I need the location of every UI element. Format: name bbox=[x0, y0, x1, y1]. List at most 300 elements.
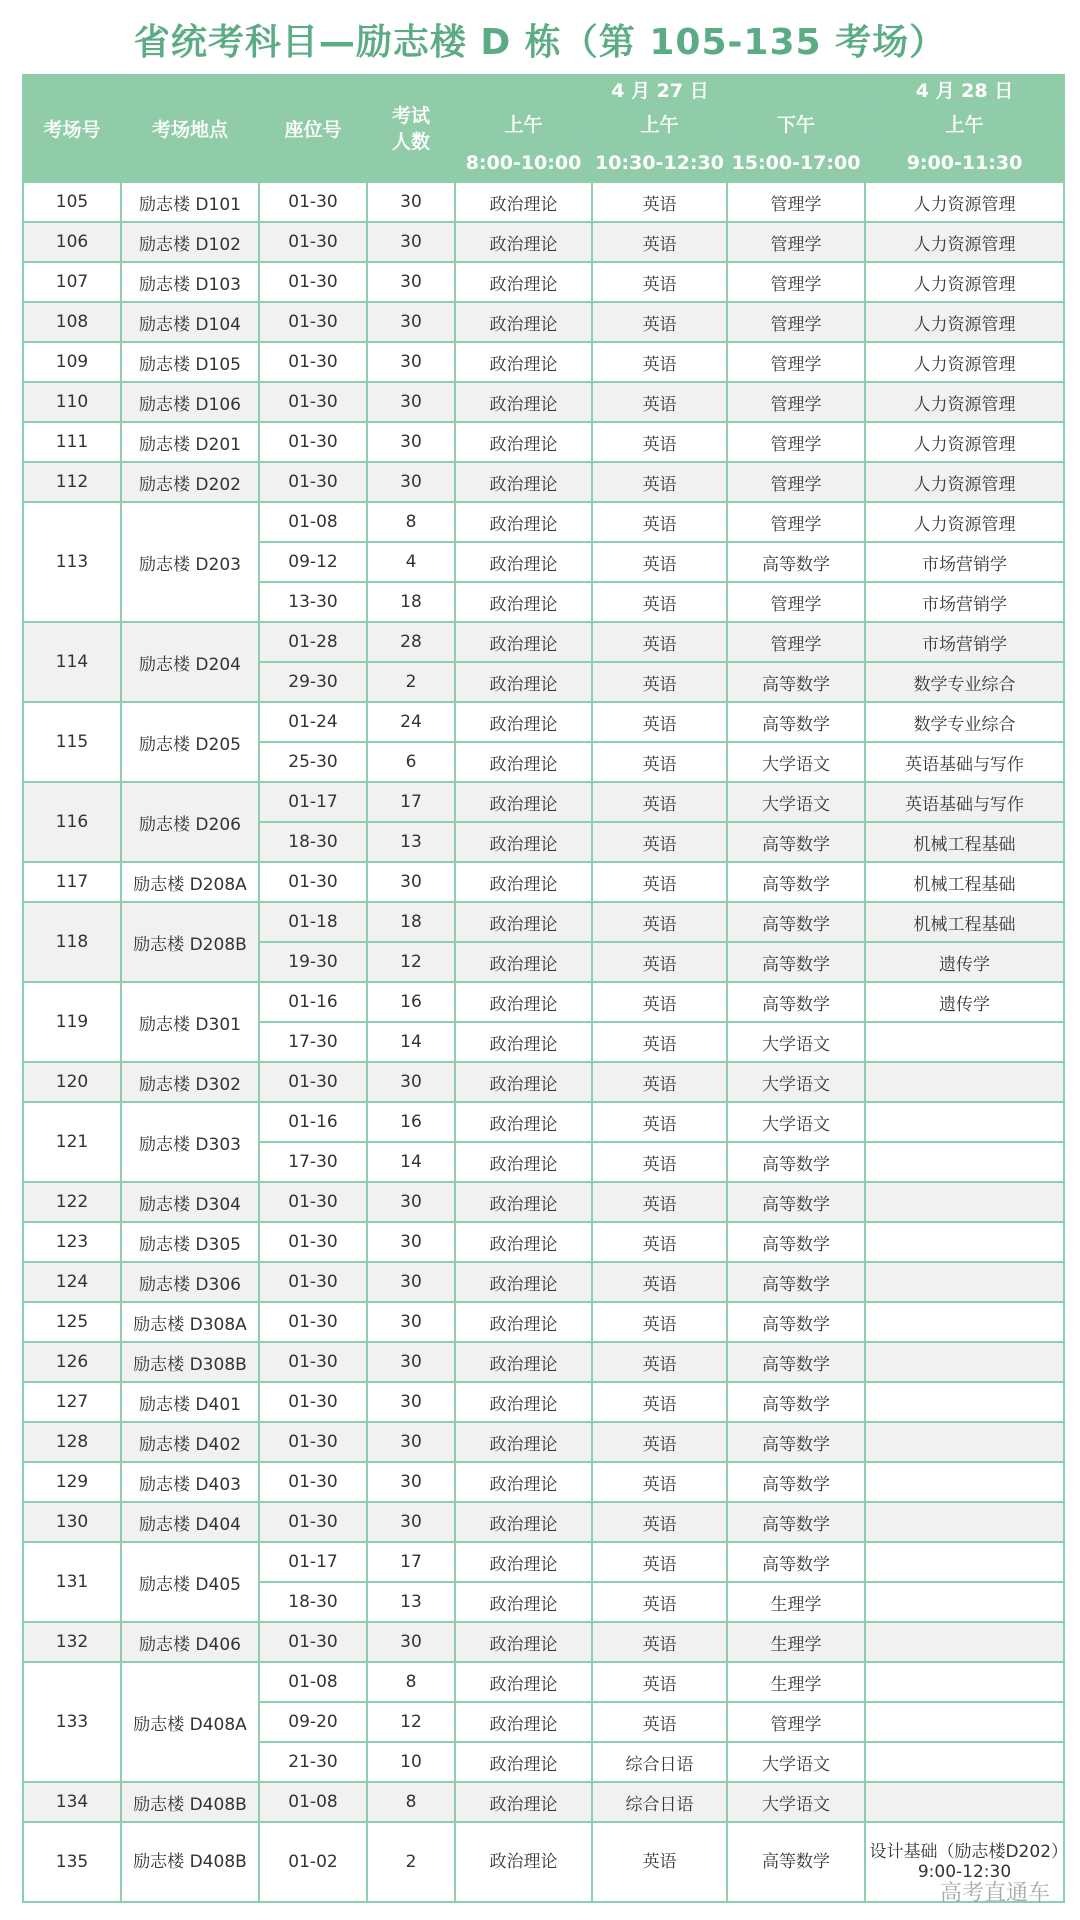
subject-0427-am1: 政治理论 bbox=[455, 1662, 592, 1702]
subject-0427-am1: 政治理论 bbox=[455, 262, 592, 302]
subject-0427-am2: 英语 bbox=[592, 1302, 727, 1342]
exam-count: 30 bbox=[367, 1262, 455, 1302]
seat-range: 09-12 bbox=[259, 542, 367, 582]
room-no: 130 bbox=[23, 1502, 121, 1542]
seat-range: 01-28 bbox=[259, 622, 367, 662]
subject-0427-pm: 管理学 bbox=[727, 302, 865, 342]
seat-range: 01-30 bbox=[259, 1262, 367, 1302]
room-no: 116 bbox=[23, 782, 121, 862]
subject-0427-pm: 管理学 bbox=[727, 582, 865, 622]
subject-0428-am: 英语基础与写作 bbox=[865, 742, 1064, 782]
subject-0428-am bbox=[865, 1462, 1064, 1502]
exam-count: 30 bbox=[367, 1342, 455, 1382]
room-no: 106 bbox=[23, 222, 121, 262]
subject-0428-am: 人力资源管理 bbox=[865, 502, 1064, 542]
subject-0427-am1: 政治理论 bbox=[455, 1782, 592, 1822]
room-no: 107 bbox=[23, 262, 121, 302]
subject-0428-am bbox=[865, 1662, 1064, 1702]
subject-0428-am bbox=[865, 1582, 1064, 1622]
subject-0427-pm: 大学语文 bbox=[727, 1742, 865, 1782]
exam-count: 13 bbox=[367, 822, 455, 862]
room-location: 励志楼 D104 bbox=[121, 302, 259, 342]
subject-0427-pm: 生理学 bbox=[727, 1582, 865, 1622]
subject-0427-pm: 高等数学 bbox=[727, 982, 865, 1022]
subject-0428-am bbox=[865, 1622, 1064, 1662]
seat-range: 01-30 bbox=[259, 1382, 367, 1422]
header-period: 上午 bbox=[865, 104, 1064, 143]
table-row bbox=[23, 422, 1064, 462]
subject-0427-am1: 政治理论 bbox=[455, 1102, 592, 1142]
subject-0427-am2: 英语 bbox=[592, 1382, 727, 1422]
subject-0427-am2: 英语 bbox=[592, 1102, 727, 1142]
subject-0427-am1: 政治理论 bbox=[455, 622, 592, 662]
subject-0427-am1: 政治理论 bbox=[455, 702, 592, 742]
seat-range: 01-30 bbox=[259, 1182, 367, 1222]
subject-0428-am bbox=[865, 1182, 1064, 1222]
subject-0427-am1: 政治理论 bbox=[455, 862, 592, 902]
header-location: 考场地点 bbox=[121, 75, 259, 182]
table-row bbox=[23, 342, 1064, 382]
exam-count: 30 bbox=[367, 342, 455, 382]
room-location: 励志楼 D105 bbox=[121, 342, 259, 382]
subject-0427-am1: 政治理论 bbox=[455, 782, 592, 822]
room-location: 励志楼 D201 bbox=[121, 422, 259, 462]
table-row bbox=[23, 1262, 1064, 1302]
subject-0427-am1: 政治理论 bbox=[455, 1542, 592, 1582]
exam-count: 12 bbox=[367, 1702, 455, 1742]
subject-0427-am2: 英语 bbox=[592, 182, 727, 222]
exam-count: 30 bbox=[367, 222, 455, 262]
room-no: 121 bbox=[23, 1102, 121, 1182]
exam-count: 2 bbox=[367, 662, 455, 702]
exam-count: 8 bbox=[367, 1662, 455, 1702]
subject-0427-am2: 英语 bbox=[592, 782, 727, 822]
room-no: 110 bbox=[23, 382, 121, 422]
exam-count: 17 bbox=[367, 1542, 455, 1582]
subject-0427-pm: 高等数学 bbox=[727, 902, 865, 942]
subject-0428-am: 人力资源管理 bbox=[865, 222, 1064, 262]
seat-range: 01-24 bbox=[259, 702, 367, 742]
exam-count: 14 bbox=[367, 1022, 455, 1062]
subject-0427-pm: 大学语文 bbox=[727, 1782, 865, 1822]
exam-count: 30 bbox=[367, 462, 455, 502]
seat-range: 09-20 bbox=[259, 1702, 367, 1742]
subject-0427-pm: 生理学 bbox=[727, 1662, 865, 1702]
room-location: 励志楼 D302 bbox=[121, 1062, 259, 1102]
seat-range: 01-30 bbox=[259, 1462, 367, 1502]
subject-0427-pm: 高等数学 bbox=[727, 862, 865, 902]
exam-count: 18 bbox=[367, 582, 455, 622]
table-row bbox=[23, 1302, 1064, 1342]
table-row bbox=[23, 182, 1064, 222]
subject-0427-pm: 管理学 bbox=[727, 222, 865, 262]
subject-0427-am1: 政治理论 bbox=[455, 1622, 592, 1662]
table-row bbox=[23, 1662, 1064, 1702]
table-row bbox=[23, 1182, 1064, 1222]
exam-count: 30 bbox=[367, 1622, 455, 1662]
exam-count: 30 bbox=[367, 1222, 455, 1262]
exam-schedule-table bbox=[22, 74, 1065, 1903]
room-no: 134 bbox=[23, 1782, 121, 1822]
exam-count: 30 bbox=[367, 1382, 455, 1422]
exam-count: 30 bbox=[367, 862, 455, 902]
seat-range: 01-17 bbox=[259, 782, 367, 822]
table-row bbox=[23, 1502, 1064, 1542]
subject-0427-am1: 政治理论 bbox=[455, 1342, 592, 1382]
subject-0428-am: 人力资源管理 bbox=[865, 422, 1064, 462]
subject-0427-pm: 管理学 bbox=[727, 502, 865, 542]
room-no: 118 bbox=[23, 902, 121, 982]
room-location: 励志楼 D202 bbox=[121, 462, 259, 502]
exam-count: 16 bbox=[367, 1102, 455, 1142]
subject-0428-am bbox=[865, 1422, 1064, 1462]
room-location: 励志楼 D403 bbox=[121, 1462, 259, 1502]
room-location: 励志楼 D206 bbox=[121, 782, 259, 862]
table-row bbox=[23, 382, 1064, 422]
subject-0427-pm: 大学语文 bbox=[727, 742, 865, 782]
subject-0427-am2: 英语 bbox=[592, 382, 727, 422]
subject-0427-pm: 高等数学 bbox=[727, 1542, 865, 1582]
subject-0427-am1: 政治理论 bbox=[455, 902, 592, 942]
seat-range: 01-08 bbox=[259, 1782, 367, 1822]
table-row bbox=[23, 222, 1064, 262]
seat-range: 01-30 bbox=[259, 382, 367, 422]
table-row bbox=[23, 1462, 1064, 1502]
subject-0427-am2: 英语 bbox=[592, 822, 727, 862]
seat-range: 13-30 bbox=[259, 582, 367, 622]
subject-0427-pm: 管理学 bbox=[727, 622, 865, 662]
subject-0427-am1: 政治理论 bbox=[455, 1142, 592, 1182]
subject-0428-am: 遗传学 bbox=[865, 982, 1064, 1022]
subject-0427-pm: 大学语文 bbox=[727, 1022, 865, 1062]
subject-0428-am bbox=[865, 1342, 1064, 1382]
subject-0427-am2: 英语 bbox=[592, 702, 727, 742]
subject-0428-am bbox=[865, 1262, 1064, 1302]
table-row bbox=[23, 622, 1064, 662]
subject-0427-pm: 管理学 bbox=[727, 422, 865, 462]
table-row bbox=[23, 1222, 1064, 1262]
exam-count: 17 bbox=[367, 782, 455, 822]
room-no: 127 bbox=[23, 1382, 121, 1422]
room-location: 励志楼 D402 bbox=[121, 1422, 259, 1462]
subject-0427-am2: 综合日语 bbox=[592, 1742, 727, 1782]
header-seat-no: 座位号 bbox=[259, 75, 367, 182]
subject-0427-am2: 英语 bbox=[592, 1062, 727, 1102]
subject-0427-am1: 政治理论 bbox=[455, 1502, 592, 1542]
subject-0427-pm: 管理学 bbox=[727, 1702, 865, 1742]
subject-0427-am2: 英语 bbox=[592, 1342, 727, 1382]
subject-0427-am2: 英语 bbox=[592, 502, 727, 542]
subject-0427-pm: 高等数学 bbox=[727, 942, 865, 982]
subject-0428-am bbox=[865, 1502, 1064, 1542]
subject-0428-am: 市场营销学 bbox=[865, 622, 1064, 662]
subject-0427-am2: 英语 bbox=[592, 1822, 727, 1902]
room-no: 126 bbox=[23, 1342, 121, 1382]
seat-range: 01-30 bbox=[259, 1502, 367, 1542]
subject-0428-am bbox=[865, 1102, 1064, 1142]
subject-0427-am2: 英语 bbox=[592, 742, 727, 782]
room-location: 励志楼 D408A bbox=[121, 1662, 259, 1782]
subject-0427-am1: 政治理论 bbox=[455, 1022, 592, 1062]
seat-range: 01-30 bbox=[259, 1422, 367, 1462]
subject-0427-am1: 政治理论 bbox=[455, 822, 592, 862]
seat-range: 01-08 bbox=[259, 1662, 367, 1702]
subject-0428-am bbox=[865, 1062, 1064, 1102]
subject-0428-am: 人力资源管理 bbox=[865, 342, 1064, 382]
subject-0427-pm: 大学语文 bbox=[727, 1062, 865, 1102]
room-no: 113 bbox=[23, 502, 121, 622]
room-no: 123 bbox=[23, 1222, 121, 1262]
seat-range: 01-30 bbox=[259, 182, 367, 222]
subject-0427-am1: 政治理论 bbox=[455, 182, 592, 222]
exam-count: 16 bbox=[367, 982, 455, 1022]
table-body bbox=[23, 182, 1064, 1902]
room-location: 励志楼 D203 bbox=[121, 502, 259, 622]
room-no: 119 bbox=[23, 982, 121, 1062]
room-location: 励志楼 D405 bbox=[121, 1542, 259, 1622]
exam-count: 18 bbox=[367, 902, 455, 942]
room-location: 励志楼 D301 bbox=[121, 982, 259, 1062]
subject-0427-am1: 政治理论 bbox=[455, 542, 592, 582]
subject-0427-pm: 大学语文 bbox=[727, 1102, 865, 1142]
subject-0427-pm: 管理学 bbox=[727, 462, 865, 502]
watermark: 高考直通车 bbox=[940, 1881, 1051, 1906]
room-no: 109 bbox=[23, 342, 121, 382]
subject-0428-am: 设计基础（励志楼D202）9:00-12:30 bbox=[865, 1822, 1064, 1902]
seat-range: 01-30 bbox=[259, 462, 367, 502]
room-location: 励志楼 D208A bbox=[121, 862, 259, 902]
subject-0427-am1: 政治理论 bbox=[455, 1262, 592, 1302]
subject-0427-am2: 英语 bbox=[592, 1542, 727, 1582]
exam-count: 30 bbox=[367, 1302, 455, 1342]
subject-0427-am1: 政治理论 bbox=[455, 1742, 592, 1782]
room-no: 115 bbox=[23, 702, 121, 782]
room-location: 励志楼 D408B bbox=[121, 1782, 259, 1822]
subject-0427-am2: 英语 bbox=[592, 342, 727, 382]
table-row bbox=[23, 1782, 1064, 1822]
room-location: 励志楼 D305 bbox=[121, 1222, 259, 1262]
subject-0428-am: 英语基础与写作 bbox=[865, 782, 1064, 822]
header-room-no: 考场号 bbox=[23, 75, 121, 182]
subject-0427-am2: 综合日语 bbox=[592, 1782, 727, 1822]
seat-range: 01-08 bbox=[259, 502, 367, 542]
subject-0427-pm: 高等数学 bbox=[727, 1222, 865, 1262]
exam-count: 8 bbox=[367, 502, 455, 542]
room-location: 励志楼 D101 bbox=[121, 182, 259, 222]
exam-count: 30 bbox=[367, 262, 455, 302]
seat-range: 18-30 bbox=[259, 1582, 367, 1622]
table-row bbox=[23, 862, 1064, 902]
seat-range: 18-30 bbox=[259, 822, 367, 862]
exam-count: 28 bbox=[367, 622, 455, 662]
subject-0427-am2: 英语 bbox=[592, 862, 727, 902]
room-no: 125 bbox=[23, 1302, 121, 1342]
subject-0427-pm: 高等数学 bbox=[727, 1422, 865, 1462]
subject-0428-am: 人力资源管理 bbox=[865, 302, 1064, 342]
room-location: 励志楼 D408B bbox=[121, 1822, 259, 1902]
exam-count: 24 bbox=[367, 702, 455, 742]
subject-0427-pm: 大学语文 bbox=[727, 782, 865, 822]
room-location: 励志楼 D304 bbox=[121, 1182, 259, 1222]
subject-0427-am2: 英语 bbox=[592, 662, 727, 702]
room-no: 105 bbox=[23, 182, 121, 222]
subject-0428-am bbox=[865, 1542, 1064, 1582]
seat-range: 01-16 bbox=[259, 1102, 367, 1142]
exam-count: 30 bbox=[367, 1502, 455, 1542]
exam-count: 4 bbox=[367, 542, 455, 582]
seat-range: 01-30 bbox=[259, 1062, 367, 1102]
room-no: 108 bbox=[23, 302, 121, 342]
room-no: 112 bbox=[23, 462, 121, 502]
subject-0428-am: 人力资源管理 bbox=[865, 262, 1064, 302]
room-no: 124 bbox=[23, 1262, 121, 1302]
subject-0428-am: 人力资源管理 bbox=[865, 382, 1064, 422]
room-no: 114 bbox=[23, 622, 121, 702]
subject-0427-am1: 政治理论 bbox=[455, 342, 592, 382]
subject-0427-pm: 高等数学 bbox=[727, 1342, 865, 1382]
table-row bbox=[23, 782, 1064, 822]
room-no: 132 bbox=[23, 1622, 121, 1662]
exam-count: 30 bbox=[367, 1182, 455, 1222]
subject-0428-am: 机械工程基础 bbox=[865, 902, 1064, 942]
subject-0427-am2: 英语 bbox=[592, 542, 727, 582]
subject-0427-am1: 政治理论 bbox=[455, 942, 592, 982]
table-row bbox=[23, 502, 1064, 542]
header-time: 10:30-12:30 bbox=[592, 143, 727, 182]
seat-range: 29-30 bbox=[259, 662, 367, 702]
subject-0427-am1: 政治理论 bbox=[455, 1582, 592, 1622]
subject-0427-am2: 英语 bbox=[592, 902, 727, 942]
subject-0427-am2: 英语 bbox=[592, 422, 727, 462]
room-location: 励志楼 D204 bbox=[121, 622, 259, 702]
subject-0427-am2: 英语 bbox=[592, 622, 727, 662]
exam-count: 12 bbox=[367, 942, 455, 982]
subject-0427-pm: 高等数学 bbox=[727, 662, 865, 702]
header-time: 15:00-17:00 bbox=[727, 143, 865, 182]
room-no: 135 bbox=[23, 1822, 121, 1902]
seat-range: 01-30 bbox=[259, 1302, 367, 1342]
exam-count: 30 bbox=[367, 182, 455, 222]
header-time: 8:00-10:00 bbox=[455, 143, 592, 182]
subject-0427-pm: 高等数学 bbox=[727, 1822, 865, 1902]
subject-0427-pm: 管理学 bbox=[727, 382, 865, 422]
subject-0427-am1: 政治理论 bbox=[455, 1222, 592, 1262]
subject-0427-am2: 英语 bbox=[592, 1622, 727, 1662]
subject-0427-am1: 政治理论 bbox=[455, 582, 592, 622]
table-row bbox=[23, 462, 1064, 502]
subject-0427-am1: 政治理论 bbox=[455, 1302, 592, 1342]
subject-0427-pm: 高等数学 bbox=[727, 1302, 865, 1342]
subject-0427-pm: 高等数学 bbox=[727, 1142, 865, 1182]
subject-0427-am2: 英语 bbox=[592, 222, 727, 262]
room-no: 133 bbox=[23, 1662, 121, 1782]
header-period: 下午 bbox=[727, 104, 865, 143]
subject-0427-am1: 政治理论 bbox=[455, 1422, 592, 1462]
room-location: 励志楼 D308A bbox=[121, 1302, 259, 1342]
room-location: 励志楼 D306 bbox=[121, 1262, 259, 1302]
exam-count: 30 bbox=[367, 302, 455, 342]
seat-range: 17-30 bbox=[259, 1022, 367, 1062]
header-period: 上午 bbox=[455, 104, 592, 143]
exam-count: 30 bbox=[367, 422, 455, 462]
seat-range: 01-17 bbox=[259, 1542, 367, 1582]
subject-0427-am2: 英语 bbox=[592, 262, 727, 302]
table-row bbox=[23, 1062, 1064, 1102]
exam-count: 14 bbox=[367, 1142, 455, 1182]
subject-0428-am: 人力资源管理 bbox=[865, 462, 1064, 502]
subject-0427-am2: 英语 bbox=[592, 1662, 727, 1702]
header-date-2: 4 月 28 日 bbox=[865, 75, 1064, 104]
exam-count: 6 bbox=[367, 742, 455, 782]
table-row bbox=[23, 902, 1064, 942]
subject-0427-am1: 政治理论 bbox=[455, 462, 592, 502]
exam-count: 13 bbox=[367, 1582, 455, 1622]
subject-0428-am bbox=[865, 1142, 1064, 1182]
subject-0427-am2: 英语 bbox=[592, 1182, 727, 1222]
seat-range: 01-30 bbox=[259, 302, 367, 342]
subject-0428-am bbox=[865, 1302, 1064, 1342]
exam-count: 8 bbox=[367, 1782, 455, 1822]
subject-0427-am2: 英语 bbox=[592, 1142, 727, 1182]
seat-range: 01-30 bbox=[259, 262, 367, 302]
subject-0428-am bbox=[865, 1702, 1064, 1742]
room-location: 励志楼 D303 bbox=[121, 1102, 259, 1182]
subject-0428-am bbox=[865, 1222, 1064, 1262]
room-no: 128 bbox=[23, 1422, 121, 1462]
room-location: 励志楼 D102 bbox=[121, 222, 259, 262]
exam-count: 2 bbox=[367, 1822, 455, 1902]
subject-0428-am: 机械工程基础 bbox=[865, 862, 1064, 902]
subject-0427-am2: 英语 bbox=[592, 1422, 727, 1462]
header-time: 9:00-11:30 bbox=[865, 143, 1064, 182]
subject-0427-pm: 管理学 bbox=[727, 342, 865, 382]
subject-0427-am1: 政治理论 bbox=[455, 302, 592, 342]
subject-0427-pm: 高等数学 bbox=[727, 1462, 865, 1502]
room-no: 120 bbox=[23, 1062, 121, 1102]
table-row bbox=[23, 1102, 1064, 1142]
room-no: 131 bbox=[23, 1542, 121, 1622]
room-no: 122 bbox=[23, 1182, 121, 1222]
room-no: 129 bbox=[23, 1462, 121, 1502]
table-row bbox=[23, 1622, 1064, 1662]
seat-range: 01-30 bbox=[259, 1342, 367, 1382]
subject-0427-pm: 管理学 bbox=[727, 182, 865, 222]
seat-range: 17-30 bbox=[259, 1142, 367, 1182]
room-no: 117 bbox=[23, 862, 121, 902]
room-location: 励志楼 D205 bbox=[121, 702, 259, 782]
subject-0427-am1: 政治理论 bbox=[455, 1382, 592, 1422]
subject-0427-pm: 生理学 bbox=[727, 1622, 865, 1662]
subject-0428-am: 数学专业综合 bbox=[865, 702, 1064, 742]
subject-0427-am1: 政治理论 bbox=[455, 1182, 592, 1222]
subject-0427-am2: 英语 bbox=[592, 1582, 727, 1622]
subject-0427-am1: 政治理论 bbox=[455, 1462, 592, 1502]
subject-0428-am: 市场营销学 bbox=[865, 542, 1064, 582]
seat-range: 01-16 bbox=[259, 982, 367, 1022]
subject-0427-pm: 高等数学 bbox=[727, 1382, 865, 1422]
exam-count: 30 bbox=[367, 1062, 455, 1102]
subject-0428-am: 机械工程基础 bbox=[865, 822, 1064, 862]
subject-0427-pm: 高等数学 bbox=[727, 702, 865, 742]
seat-range: 19-30 bbox=[259, 942, 367, 982]
subject-0427-am2: 英语 bbox=[592, 1222, 727, 1262]
header-date-1: 4 月 27 日 bbox=[455, 75, 865, 104]
table-row bbox=[23, 1422, 1064, 1462]
subject-0427-am2: 英语 bbox=[592, 1262, 727, 1302]
seat-range: 01-30 bbox=[259, 862, 367, 902]
table-row bbox=[23, 982, 1064, 1022]
subject-0427-am2: 英语 bbox=[592, 1502, 727, 1542]
